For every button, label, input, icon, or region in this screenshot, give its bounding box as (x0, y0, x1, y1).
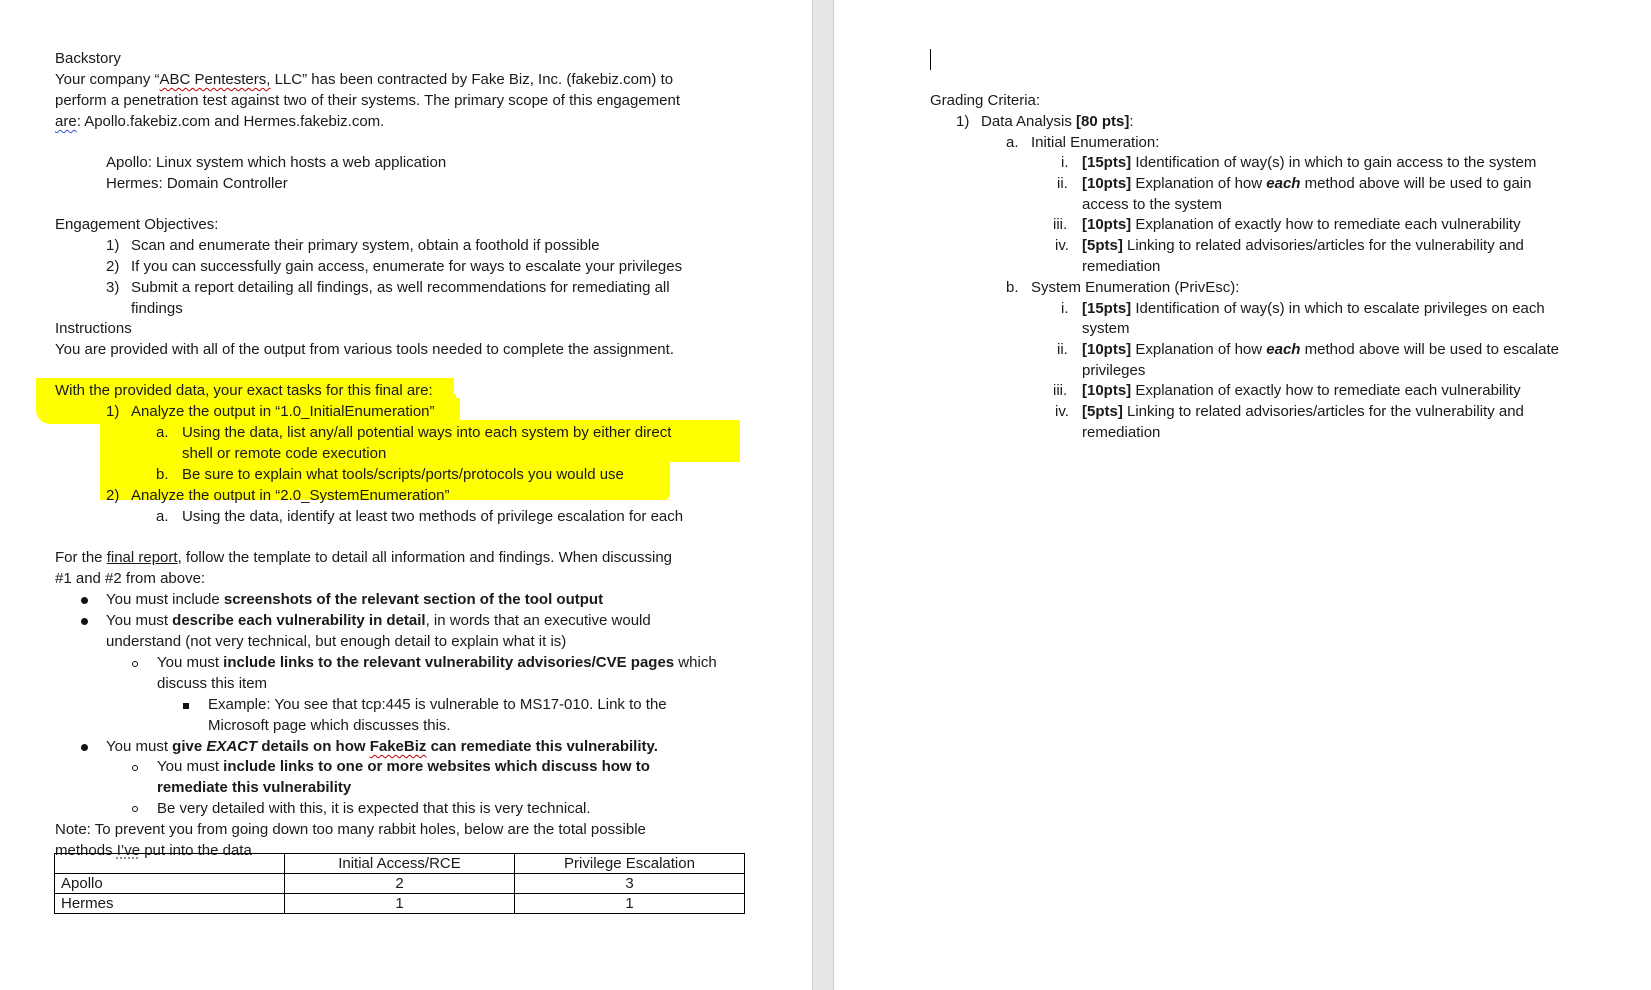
criterion-se-4: [5pts] Linking to related advisories/articles for the vulnerability and (1082, 403, 1524, 420)
list-roman: iv. (1055, 237, 1069, 254)
requirement-2-sub: You must include links to the relevant vulnerability advisories/CVE pages which (157, 654, 717, 671)
circle-bullet-icon (132, 765, 138, 771)
hermes-line: Hermes: Domain Controller (106, 175, 288, 192)
criterion-ie-2: [10pts] Explanation of how each method above will be used to gain (1082, 175, 1532, 192)
objective-2: If you can successfully gain access, enumerate for ways to escalate your privileges (131, 258, 683, 275)
list-roman: iii. (1053, 382, 1068, 399)
criterion-ie-2-cont: access to the system (1082, 196, 1223, 213)
task-2: Analyze the output in “2.0_SystemEnumeration” (131, 487, 450, 504)
list-roman: ii. (1057, 175, 1068, 192)
list-number: 3) (106, 279, 120, 296)
backstory-line-3: are: Apollo.fakebiz.com and Hermes.fakebiz.com. (55, 113, 385, 130)
criterion-ie-3: [10pts] Explanation of exactly how to remediate each vulnerability (1082, 216, 1521, 233)
criterion-se-2: [10pts] Explanation of how each method above will be used to escalate (1082, 341, 1559, 358)
list-roman: ii. (1057, 341, 1068, 358)
task-2a: Using the data, identify at least two methods of privilege escalation for each (182, 508, 684, 525)
bullet-icon (81, 597, 88, 604)
list-letter: a. (156, 508, 169, 525)
objective-1: Scan and enumerate their primary system, obtain a foothold if possible (131, 237, 600, 254)
bullet-icon (81, 744, 88, 751)
task-1a: Using the data, list any/all potential ways into each system by either direct (182, 424, 672, 441)
table-cell: 1 (515, 894, 745, 914)
criterion-se-2-cont: privileges (1082, 362, 1146, 379)
backstory-line-2: perform a penetration test against two of their systems. The primary scope of this engagement (55, 92, 681, 109)
list-letter: a. (156, 424, 169, 441)
instructions-text: You are provided with all of the output from various tools needed to complete the assignment. (55, 341, 674, 358)
requirement-3: You must give EXACT details on how FakeBiz can remediate this vulnerability. (106, 738, 658, 755)
list-letter: b. (1006, 279, 1019, 296)
square-bullet-icon (183, 703, 189, 709)
table-cell: Apollo (55, 874, 285, 894)
task-1: Analyze the output in “1.0_InitialEnumeration” (131, 403, 435, 420)
objective-3-cont: findings (131, 300, 183, 317)
document-page-right[interactable] (834, 0, 1651, 990)
objectives-heading: Engagement Objectives: (55, 216, 219, 233)
requirement-1: You must include screenshots of the relevant section of the tool output (106, 591, 604, 608)
table-row (55, 894, 745, 914)
list-number: 1) (106, 237, 120, 254)
criterion-se-4-cont: remediation (1082, 424, 1161, 441)
backstory-heading: Backstory (55, 50, 121, 67)
instructions-heading: Instructions (55, 320, 132, 337)
task-1b: Be sure to explain what tools/scripts/ports/protocols you would use (182, 466, 624, 483)
requirement-2-cont: understand (not very technical, but enough detail to explain what it is) (106, 633, 567, 650)
requirement-3-sub-2: Be very detailed with this, it is expected that this is very technical. (157, 800, 591, 817)
task-1a-cont: shell or remote code execution (182, 445, 387, 462)
list-letter: b. (156, 466, 169, 483)
table-header-cell: Privilege Escalation (515, 854, 745, 874)
grading-heading: Grading Criteria: (930, 92, 1041, 109)
apollo-line: Apollo: Linux system which hosts a web application (106, 154, 447, 171)
report-line-2: #1 and #2 from above: (55, 570, 206, 587)
list-number: 1) (106, 403, 120, 420)
page-gutter (812, 0, 834, 990)
criterion-ie-1: [15pts] Identification of way(s) in which to gain access to the system (1082, 154, 1537, 171)
methods-table (54, 853, 745, 914)
note-line-2: methods I’ve put into the data (55, 842, 252, 859)
criterion-se-1-cont: system (1082, 320, 1130, 337)
list-letter: a. (1006, 134, 1019, 151)
backstory-line-1: Your company “ABC Pentesters, LLC” has been contracted by Fake Biz, Inc. (fakebiz.com) to (55, 71, 674, 88)
list-number: 2) (106, 487, 120, 504)
table-header-cell: Initial Access/RCE (285, 854, 515, 874)
report-line-1: For the final report, follow the template to detail all information and findings. When discussing (55, 549, 672, 566)
requirement-3-sub-1-cont: remediate this vulnerability (157, 779, 352, 796)
note-line-1: Note: To prevent you from going down too many rabbit holes, below are the total possible (55, 821, 646, 838)
bullet-icon (81, 618, 88, 625)
table-cell: 2 (285, 874, 515, 894)
system-enum-item: System Enumeration (PrivEsc): (1031, 279, 1240, 296)
document-page-left[interactable] (0, 0, 812, 990)
objective-3: Submit a report detailing all findings, as well recommendations for remediating all (131, 279, 670, 296)
requirement-2-sub-cont: discuss this item (157, 675, 268, 692)
list-number: 1) (956, 113, 970, 130)
example-line-2: Microsoft page which discusses this. (208, 717, 451, 734)
criterion-ie-4: [5pts] Linking to related advisories/articles for the vulnerability and (1082, 237, 1524, 254)
list-number: 2) (106, 258, 120, 275)
list-roman: iv. (1055, 403, 1069, 420)
criterion-ie-4-cont: remediation (1082, 258, 1161, 275)
table-cell: Hermes (55, 894, 285, 914)
criterion-se-1: [15pts] Identification of way(s) in which to escalate privileges on each (1082, 300, 1545, 317)
table-row (55, 874, 745, 894)
text-cursor (930, 49, 931, 70)
example-line-1: Example: You see that tcp:445 is vulnerable to MS17-010. Link to the (208, 696, 667, 713)
data-analysis-item: Data Analysis [80 pts]: (981, 113, 1134, 130)
circle-bullet-icon (132, 806, 138, 812)
table-cell: 1 (285, 894, 515, 914)
tasks-intro: With the provided data, your exact tasks for this final are: (55, 382, 433, 399)
requirement-3-sub-1: You must include links to one or more websites which discuss how to (157, 758, 650, 775)
table-cell (55, 854, 285, 874)
list-roman: i. (1061, 154, 1069, 171)
table-header-row (55, 854, 745, 874)
requirement-2: You must describe each vulnerability in detail, in words that an executive would (106, 612, 651, 629)
criterion-se-3: [10pts] Explanation of exactly how to remediate each vulnerability (1082, 382, 1521, 399)
initial-enum-item: Initial Enumeration: (1031, 134, 1160, 151)
list-roman: iii. (1053, 216, 1068, 233)
table-cell: 3 (515, 874, 745, 894)
list-roman: i. (1061, 300, 1069, 317)
circle-bullet-icon (132, 661, 138, 667)
